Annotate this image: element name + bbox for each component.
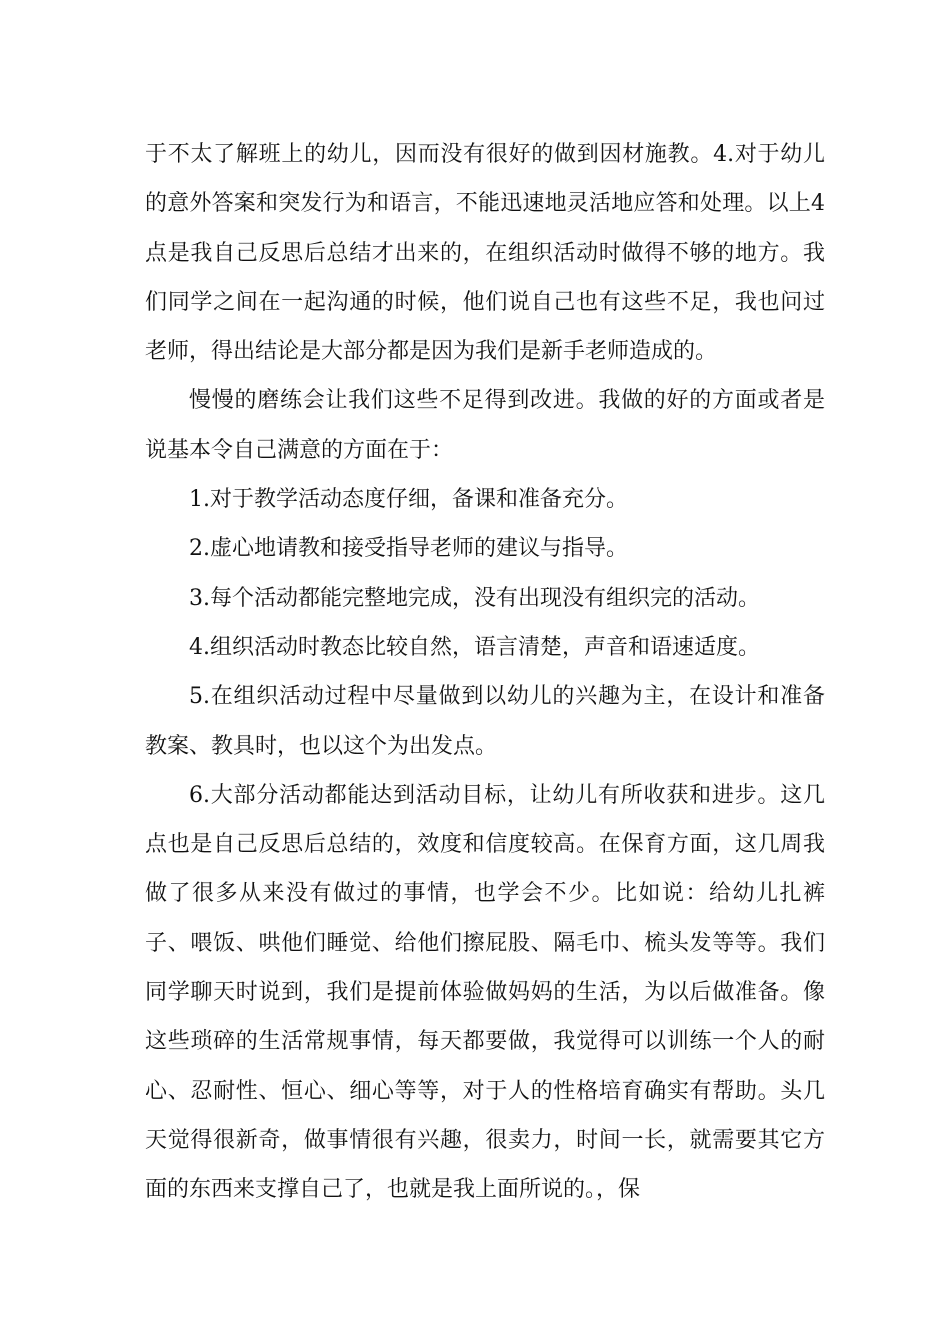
list-item: 6.大部分活动都能达到活动目标，让幼儿有所收获和进步。这几点也是自己反思后总结的，效度和信度较高。在保育方面，这几周我做了很多从来没有做过的事情，也学会不少。比如说：给幼儿扎裤子、喂饭、哄他们睡觉、给他们擦屁股、隔毛巾、梳头发等等。我们同学聊天时说到，我们是提前体验做妈妈的生活，为以后做准备。像这些琐碎的生活常规事情，每天都要做，我觉得可以训练一个人的耐心、忍耐性、恒心、细心等等，对于人的性格培育确实有帮助。头几天觉得很新奇，做事情很有兴趣，很卖力，时间一长，就需要其它方面的东西来支撑自己了，也就是我上面所说的。，保 — [145, 782, 825, 1203]
list-item: 5.在组织活动过程中尽量做到以幼儿的兴趣为主，在设计和准备教案、教具时，也以这个为出发点。 — [145, 684, 825, 759]
list-item: 1.对于教学活动态度仔细，备课和准备充分。 — [189, 487, 628, 513]
document-body — [145, 130, 825, 1215]
list-item: 3.每个活动都能完整地完成，没有出现没有组织完的活动。 — [189, 585, 760, 611]
list-item: 2.虚心地请教和接受指导老师的建议与指导。 — [189, 536, 628, 562]
list-item: 4.组织活动时教态比较自然，语言清楚，声音和语速适度。 — [189, 634, 760, 660]
body-paragraph: 于不太了解班上的幼儿，因而没有很好的做到因材施教。4.对于幼儿的意外答案和突发行为和语言，不能迅速地灵活地应答和处理。以上4点是我自己反思后总结才出来的，在组织活动时做得不够的地方。我们同学之间在一起沟通的时候，他们说自己也有这些不足，我也问过老师，得出结论是大部分都是因为我们是新手老师造成的。 — [145, 142, 825, 365]
body-paragraph: 慢慢的磨练会让我们这些不足得到改进。我做的好的方面或者是说基本令自己满意的方面在于： — [145, 388, 825, 463]
